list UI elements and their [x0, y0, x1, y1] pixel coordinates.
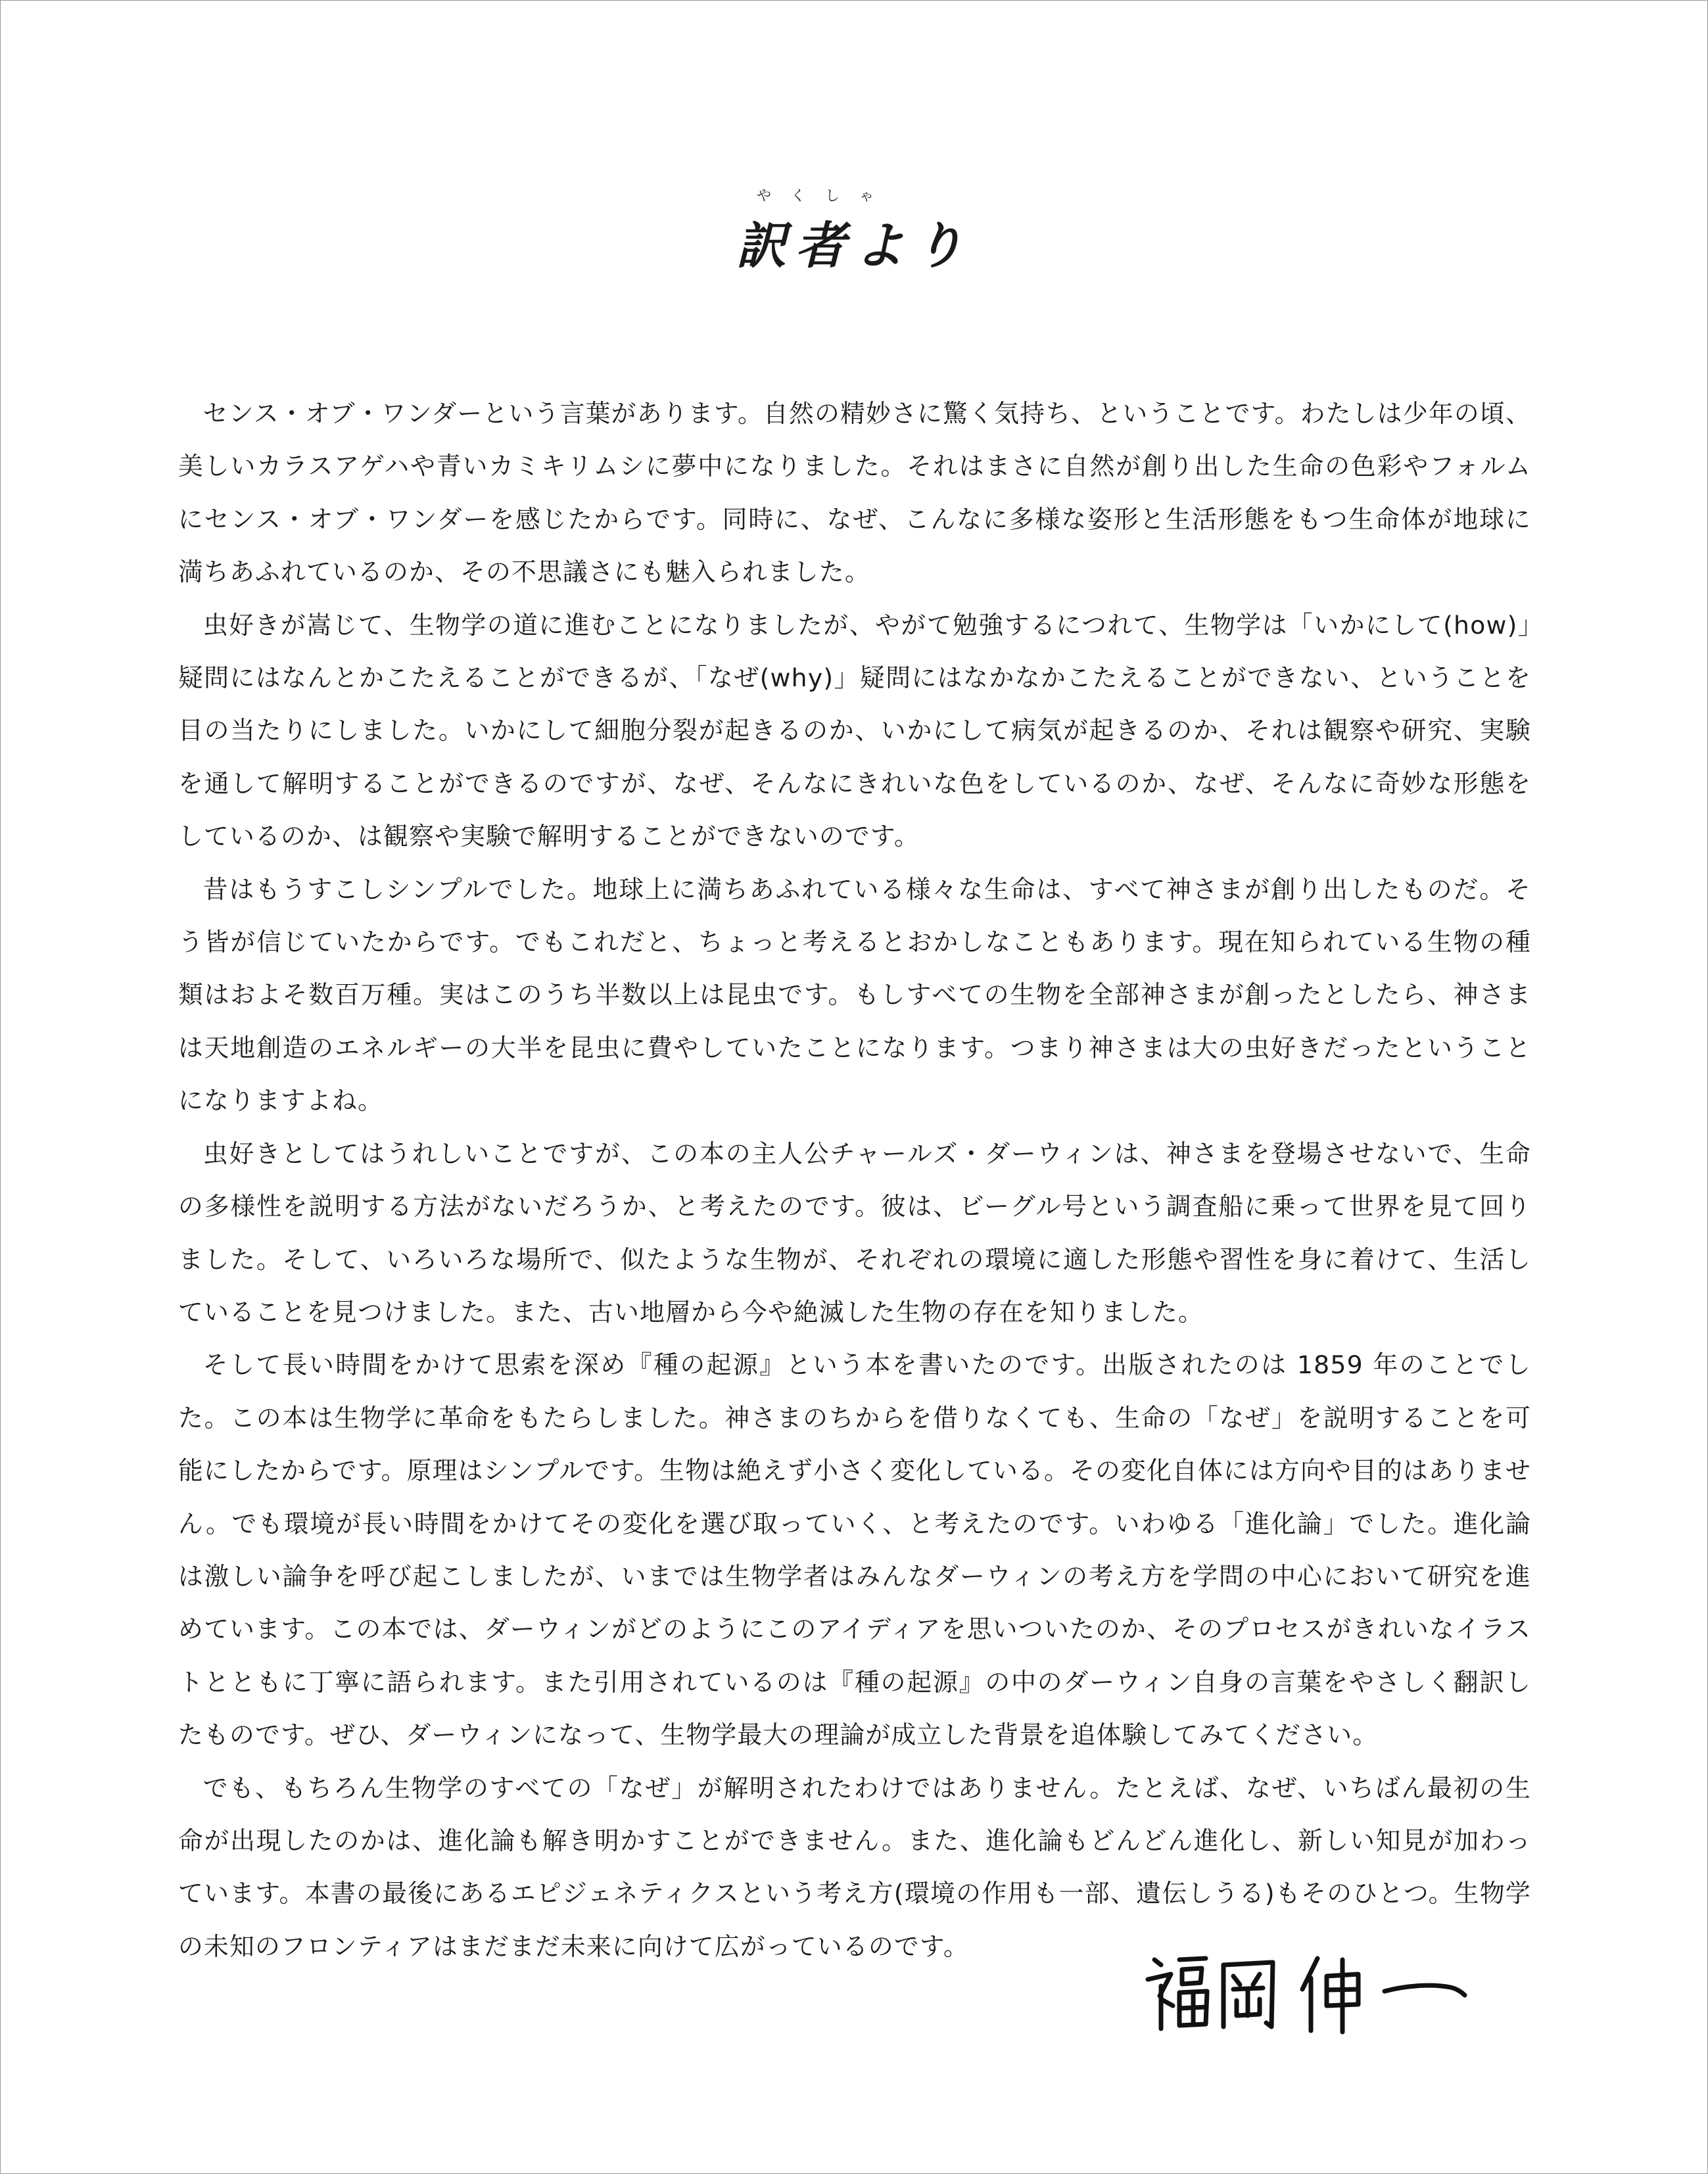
- paragraph-2: 虫好きが嵩じて、生物学の道に進むことになりましたが、やがて勉強するにつれて、生物学は「いかにして(how)」疑問にはなんとかこたえることができるが、「なぜ(why)」疑問にはなかなかこたえることができない、ということを目の当たりにしました。いかにして細胞分裂が起きるのか、いかにして病気が起きるのか、それは観察や研究、実験を通して解明することができるのですが、なぜ、そんなにきれいな色をしているのか、なぜ、そんなに奇妙な形態をしているのか、は観察や実験で解明することができないのです。: [178, 610, 1531, 851]
- paragraph-5: そして長い時間をかけて思索を深め『種の起源』という本を書いたのです。出版されたのは 1859 年のことでした。この本は生物学に革命をもたらしました。神さまのちからを借りなくても、生命の「なぜ」を説明することを可能にしたからです。原理はシンプルです。生物は絶えず小さく変化している。その変化自体には方向や目的はありません。でも環境が長い時間をかけてその変化を選び取っていく、と考えたのです。いわゆる「進化論」でした。進化論は激しい論争を呼び起こしましたが、いまでは生物学者はみんなダーウィンの考え方を学問の中心において研究を進めています。この本では、ダーウィンがどのようにこのアイディアを思いついたのか、そのプロセスがきれいなイラストとともに丁寧に語られます。また引用されているのは『種の起源』の中のダーウィン自身の言葉をやさしく翻訳したものです。ぜひ、ダーウィンになって、生物学最大の理論が成立した背景を追体験してみてください。: [178, 1350, 1531, 1750]
- paragraph-3: 昔はもうすこしシンプルでした。地球上に満ちあふれている様々な生命は、すべて神さまが創り出したものだ。そう皆が信じていたからです。でもこれだと、ちょっと考えるとおかしなこともあります。現在知られている生物の種類はおよそ数百万種。実はこのうち半数以上は昆虫です。もしすべての生物を全部神さまが創ったとしたら、神さまは天地創造のエネルギーの大半を昆虫に費やしていたことになります。つまり神さまは大の虫好きだったということになりますよね。: [178, 874, 1531, 1116]
- header: [1, 185, 1708, 277]
- signature: [1141, 1940, 1470, 2039]
- signature-text: 福岡 伸一: [1141, 1940, 1145, 1941]
- article-body: [178, 387, 1531, 1973]
- page-title: 訳者より: [736, 216, 973, 275]
- handwritten-signature: [1141, 1940, 1470, 2039]
- title-ruby: やくしゃ: [756, 188, 893, 204]
- paragraph-1: センス・オブ・ワンダーという言葉があります。自然の精妙さに驚く気持ち、ということです。わたしは少年の頃、美しいカラスアゲハや青いカミキリムシに夢中になりました。それはまさに自然が創り出した生命の色彩やフォルムにセンス・オブ・ワンダーを感じたからです。同時に、なぜ、こんなに多様な姿形と生活形態をもつ生命体が地球に満ちあふれているのか、その不思議さにも魅入られました。: [178, 399, 1531, 587]
- paragraph-6: でも、もちろん生物学のすべての「なぜ」が解明されたわけではありません。たとえば、なぜ、いちばん最初の生命が出現したのかは、進化論も解き明かすことができません。また、進化論もどんどん進化し、新しい知見が加わっています。本書の最後にあるエピジェネティクスという考え方(環境の作用も一部、遺伝しうる)もそのひとつ。生物学の未知のフロンティアはまだまだ未来に向けて広がっているのです。: [178, 1773, 1531, 1961]
- paragraph-4: 虫好きとしてはうれしいことですが、この本の主人公チャールズ・ダーウィンは、神さまを登場させないで、生命の多様性を説明する方法がないだろうか、と考えたのです。彼は、ビーグル号という調査船に乗って世界を見て回りました。そして、いろいろな場所で、似たような生物が、それぞれの環境に適した形態や習性を身に着けて、生活していることを見つけました。また、古い地層から今や絶滅した生物の存在を知りました。: [178, 1139, 1531, 1327]
